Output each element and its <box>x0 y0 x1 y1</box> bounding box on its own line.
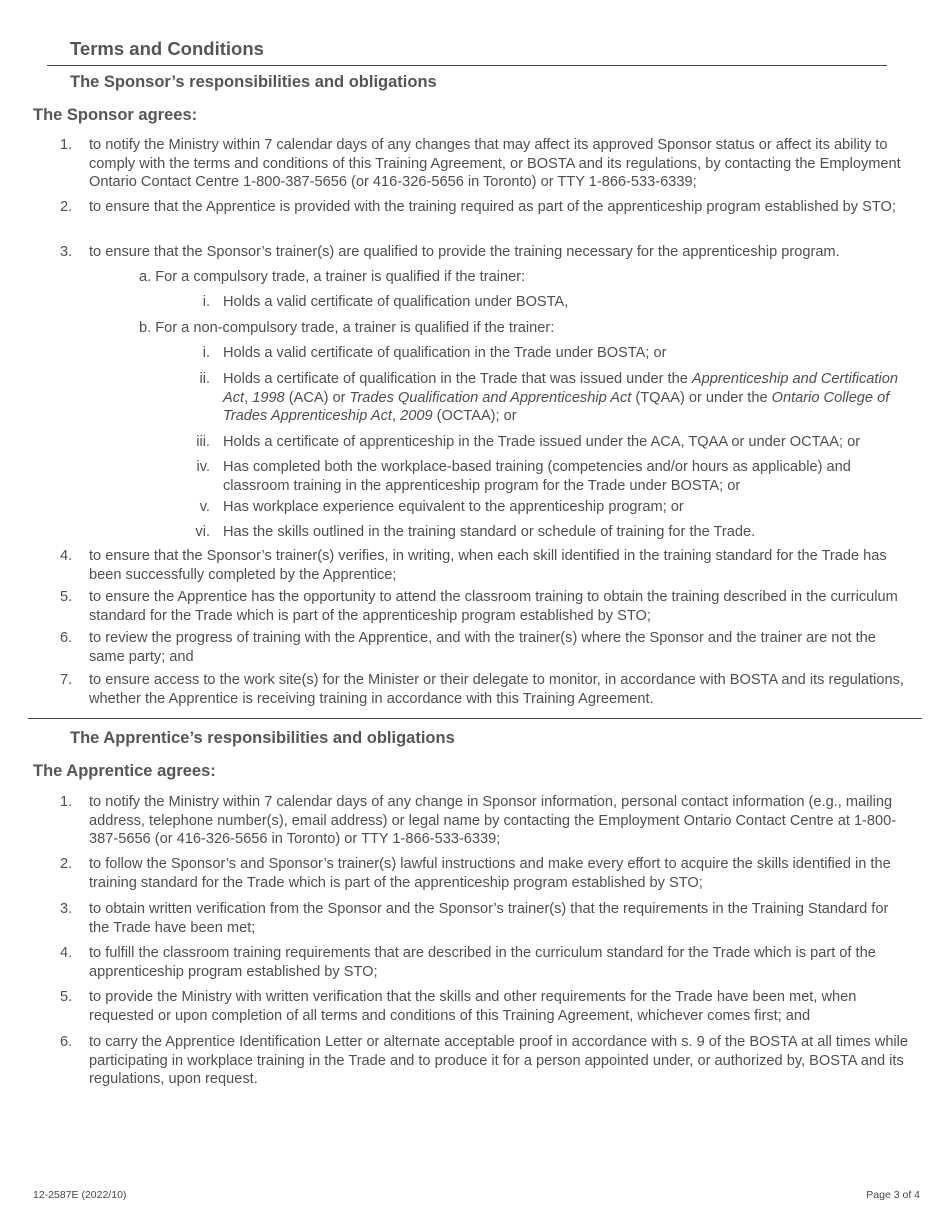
roman-numeral: iii. <box>196 434 210 450</box>
item-text: to provide the Ministry with written verification that the skills and other requirements for the Trade have been met, when requested or upon completion of all terms and conditions of this Training Agreement, whichever comes first; and <box>89 989 857 1024</box>
roman-item-text: Holds a certificate of apprenticeship in the Trade issued under the ACA, TQAA or under OCTAA; or <box>223 434 861 450</box>
item-text: to notify the Ministry within 7 calendar days of any change in Sponsor information, personal contact information (e.g., mailing address, telephone number(s), email address) or legal name by contacting the Employment Ontario Contact Centre at 1-800-387-5656 (or 416-326-5656 in Toronto) or TTY 1-866-533-6339; <box>89 794 897 847</box>
roman-numeral: ii. <box>199 371 210 387</box>
item-text: to carry the Apprentice Identification Letter or alternate acceptable proof in accordance with s. 9 of the BOSTA at all times while participating in workplace training in the Trade and to produce it for a person appointed under, or authorized by, BOSTA and its regulations, upon request. <box>89 1034 909 1087</box>
item-number: 7. <box>60 672 73 688</box>
section-divider <box>28 718 922 719</box>
page-title: Terms and Conditions <box>70 38 264 59</box>
roman-item-text: Holds a certificate of qualification in the Trade that was issued under the Apprenticeship and Certification Act, 1998 (ACA) or Trades Qualification and Apprenticeship Act (TQAA) or under the Ontario College of Trades Apprenticeship Act, 2009 (OCTAA); or <box>223 371 898 424</box>
item-number: 2. <box>60 856 73 872</box>
item-text: to ensure that the Apprentice is provided with the training required as part of the apprenticeship program established by STO; <box>89 199 896 215</box>
item-number: 3. <box>60 901 73 917</box>
roman-numeral: i. <box>202 294 210 310</box>
item-text: to ensure that the Sponsor’s trainer(s) are qualified to provide the training necessary for the apprenticeship program. <box>89 244 840 260</box>
sponsor-agrees-heading: The Sponsor agrees: <box>33 106 198 124</box>
roman-item-text: Holds a valid certificate of qualification in the Trade under BOSTA; or <box>223 345 667 361</box>
roman-item-text: Holds a valid certificate of qualification under BOSTA, <box>223 294 569 310</box>
roman-numeral: v. <box>199 499 210 515</box>
item-number: 2. <box>60 199 73 215</box>
item-number: 1. <box>60 137 73 153</box>
item-number: 5. <box>60 989 73 1005</box>
item-text: to notify the Ministry within 7 calendar days of any changes that may affect its approved Sponsor status or affect its ability to comply with the terms and conditions of this Training Agreement, or BOSTA and its regulations, by contacting the Employment Ontario Contact Centre 1-800-387-5656 (or 416-326-5656 in Toronto) or TTY 1-866-533-6339; <box>89 137 901 190</box>
item-number: 4. <box>60 548 73 564</box>
item-number: 1. <box>60 794 73 810</box>
apprentice-agrees-heading: The Apprentice agrees: <box>33 762 216 780</box>
item-text: to obtain written verification from the Sponsor and the Sponsor’s trainer(s) that the requirements in the Training Standard for the Trade have been met; <box>89 901 889 936</box>
roman-item-text: Has completed both the workplace-based training (competencies and/or hours as applicable) and classroom training in the apprenticeship program for the Trade under BOSTA; or <box>223 459 851 494</box>
form-id: 12-2587E (2022/10) <box>33 1189 127 1201</box>
roman-item-text: Has workplace experience equivalent to the apprenticeship program; or <box>223 499 684 515</box>
item-text: to review the progress of training with the Apprentice, and with the trainer(s) where the Sponsor and the trainer are not the same party; and <box>89 630 876 665</box>
item-number: 5. <box>60 589 73 605</box>
roman-numeral: iv. <box>196 459 210 475</box>
item-text: to ensure access to the work site(s) for the Minister or their delegate to monitor, in accordance with BOSTA and its regulations, whether the Apprentice is receiving training in accordance with this Training Agreement. <box>89 672 904 707</box>
roman-item-text: Has the skills outlined in the training standard or schedule of training for the Trade. <box>223 524 756 540</box>
title-rule <box>47 65 887 66</box>
roman-numeral: vi. <box>195 524 210 540</box>
roman-numeral: i. <box>202 345 210 361</box>
item-text: to ensure that the Sponsor’s trainer(s) verifies, in writing, when each skill identified in the training standard for the Trade has been successfully completed by the Apprentice; <box>89 548 887 583</box>
apprentice-section-heading: The Apprentice’s responsibilities and obligations <box>70 729 455 747</box>
item-text: to ensure the Apprentice has the opportunity to attend the classroom training to obtain the training described in the curriculum standard for the Trade which is part of the apprenticeship program established by STO; <box>89 589 898 624</box>
item-text: to fulfill the classroom training requirements that are described in the curriculum standard for the Trade which is part of the apprenticeship program established by STO; <box>89 945 876 980</box>
item-text: to follow the Sponsor’s and Sponsor’s trainer(s) lawful instructions and make every effort to acquire the skills identified in the training standard for the Trade which is part of the apprenticeship program established by STO; <box>89 856 891 891</box>
item-number: 3. <box>60 244 73 260</box>
item-number: 6. <box>60 630 73 646</box>
item-number: 4. <box>60 945 73 961</box>
item-number: 6. <box>60 1034 73 1050</box>
sub-item-non-compulsory: b. For a non-compulsory trade, a trainer is qualified if the trainer: <box>139 320 555 336</box>
sponsor-section-heading: The Sponsor’s responsibilities and obligations <box>70 73 437 91</box>
sub-item-compulsory: a. For a compulsory trade, a trainer is qualified if the trainer: <box>139 269 526 285</box>
page-number: Page 3 of 4 <box>866 1189 920 1201</box>
